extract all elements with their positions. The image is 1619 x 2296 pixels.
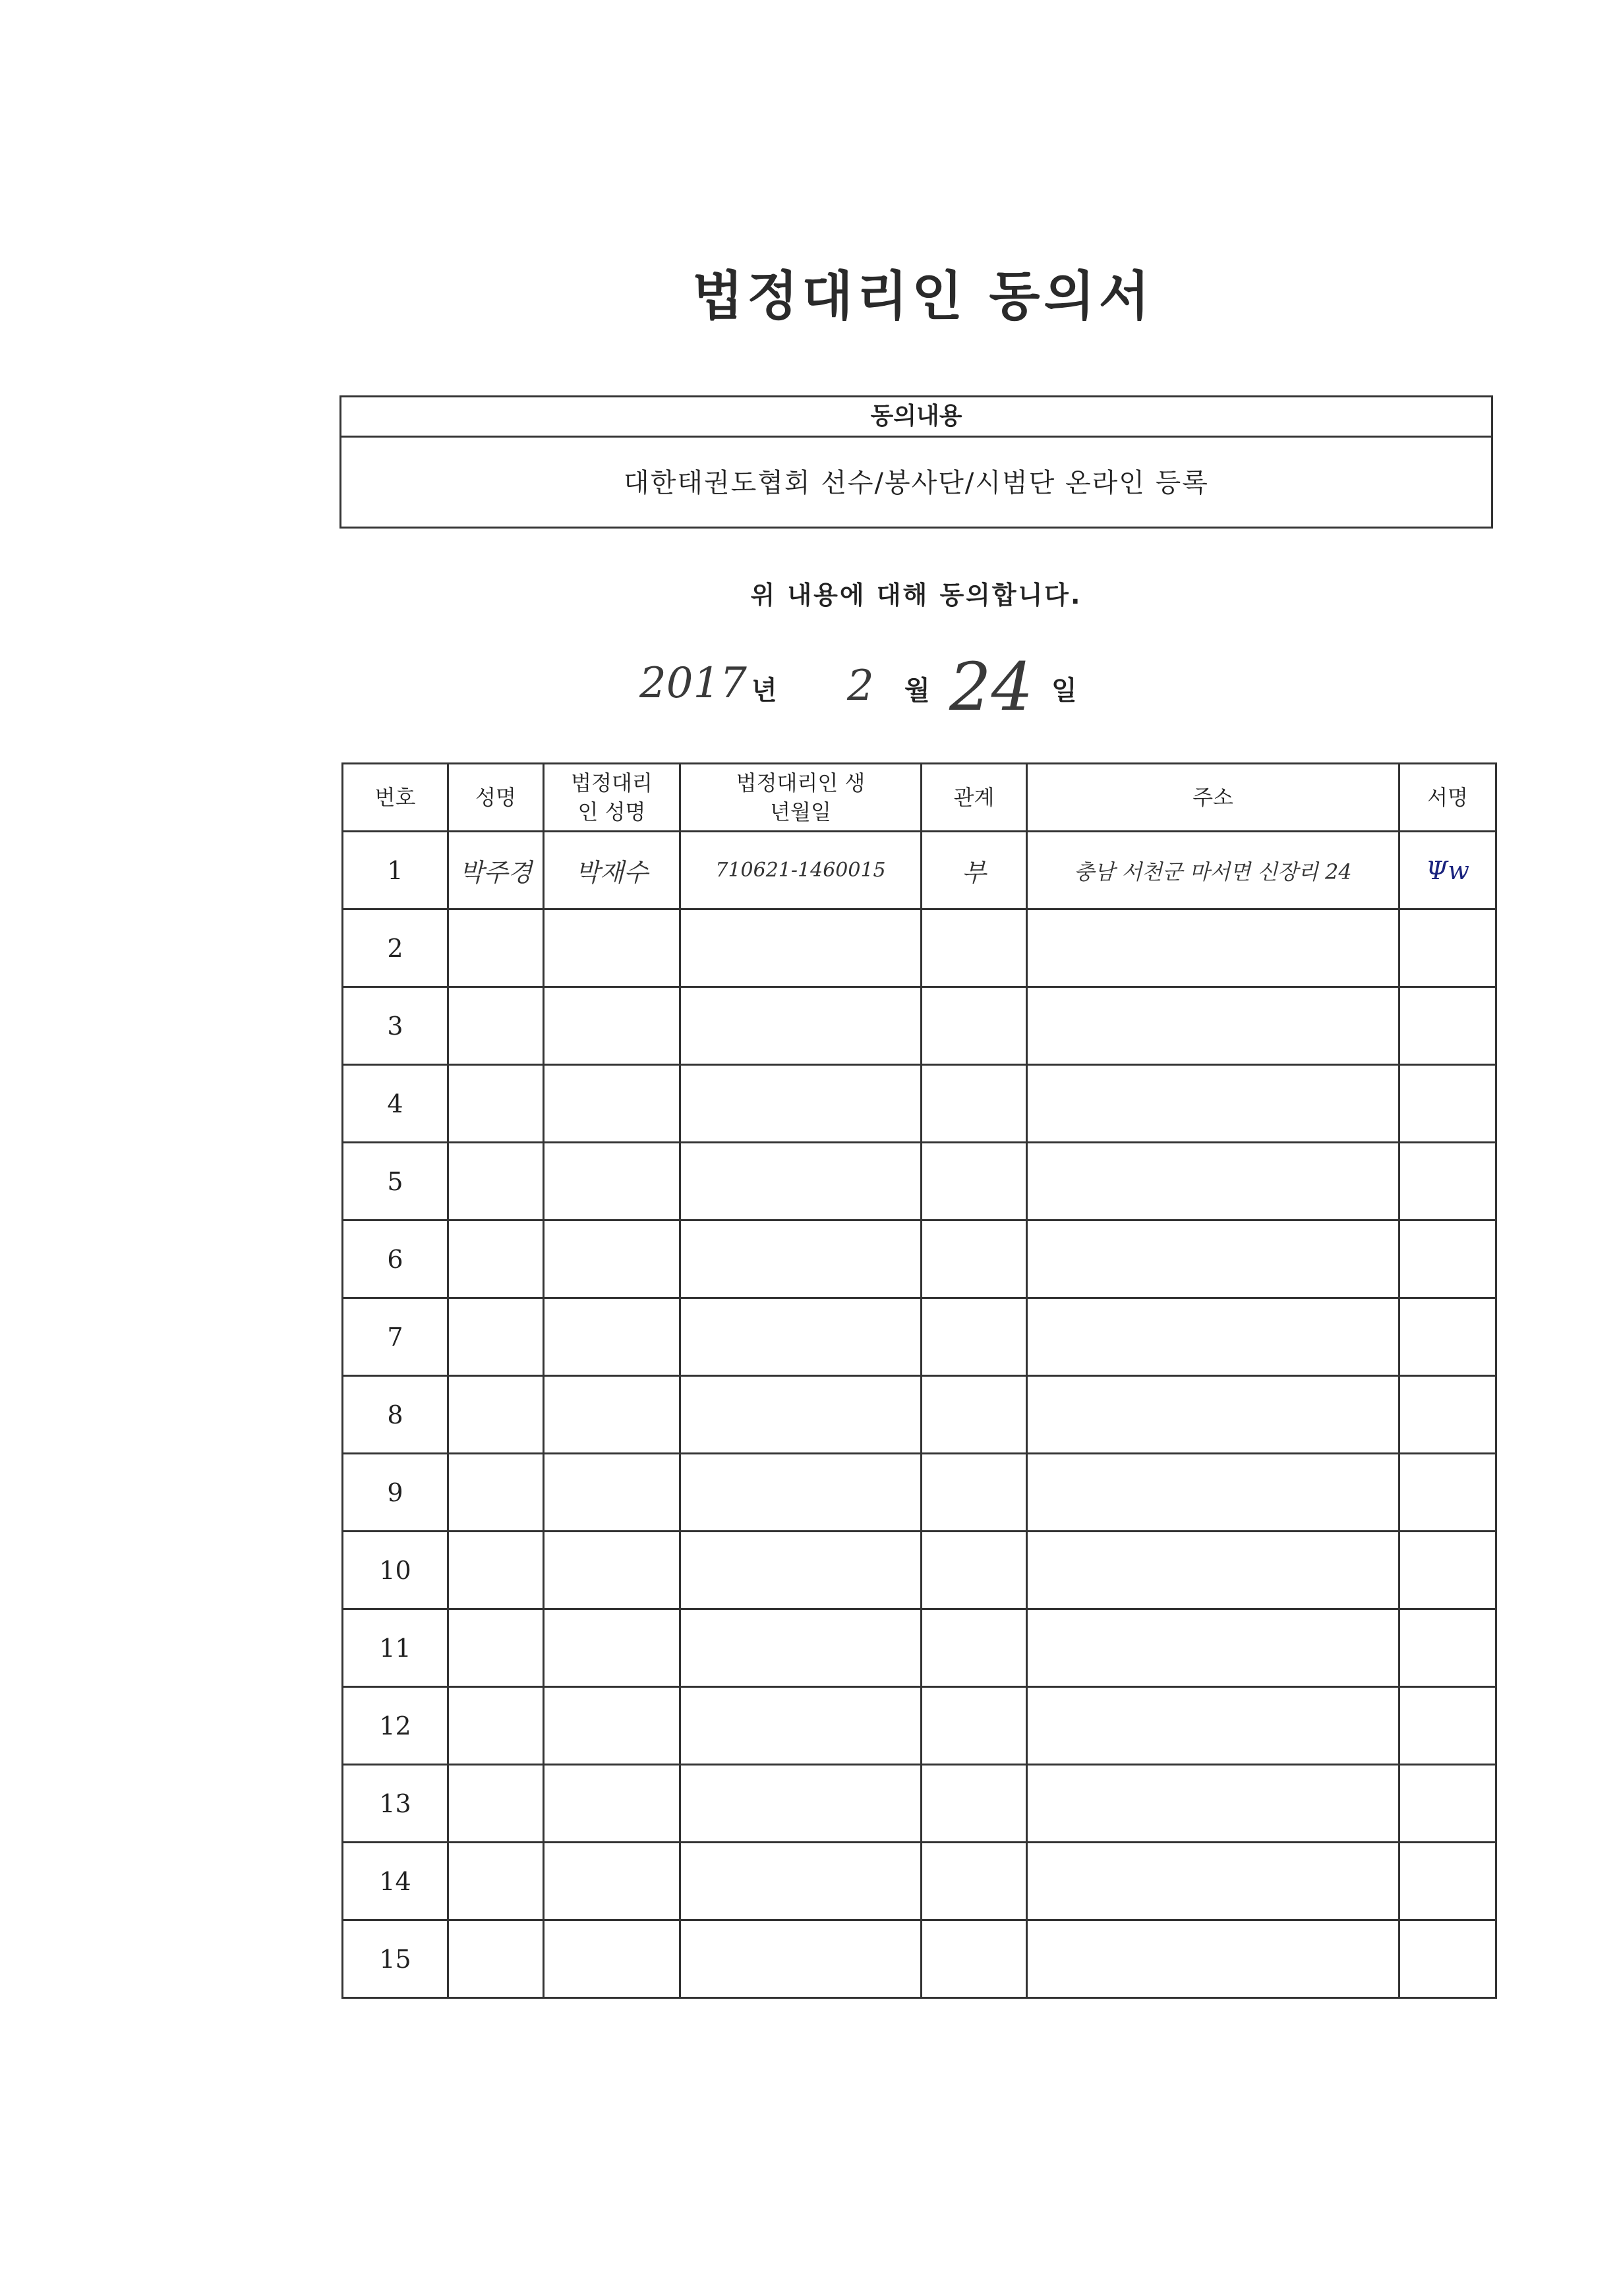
row-relation: [922, 1376, 1027, 1454]
row-guardian-name: [544, 1843, 680, 1920]
date-year-label: 년: [751, 675, 777, 706]
row-signature: [1399, 1298, 1496, 1376]
row-number: 6: [343, 1220, 448, 1298]
row-relation: [922, 1220, 1027, 1298]
row-relation: [922, 1454, 1027, 1532]
table-row: [343, 832, 1496, 909]
row-address: [1027, 1687, 1399, 1765]
row-signature: [1399, 1532, 1496, 1609]
row-relation: [922, 1765, 1027, 1843]
row-number: 13: [343, 1765, 448, 1843]
row-relation: [922, 1920, 1027, 1998]
row-address: [1027, 1220, 1399, 1298]
table-row: [343, 1065, 1496, 1143]
table-row: [343, 1843, 1496, 1920]
row-guardian-name: [544, 909, 680, 987]
row-signature: [1399, 1065, 1496, 1143]
header-number: 번호: [343, 764, 448, 832]
row-address: [1027, 1609, 1399, 1687]
row-number: 2: [343, 909, 448, 987]
date-month-value: 2: [847, 662, 874, 710]
date-year-value: 2017: [639, 659, 747, 708]
agreement-statement: 위 내용에 대해 동의합니다.: [750, 581, 1082, 610]
consent-content: 대한태권도협회 선수/봉사단/시범단 온라인 등록: [624, 468, 1209, 498]
row-address: [1027, 1143, 1399, 1220]
row-name: [448, 1609, 544, 1687]
row-name: [448, 1376, 544, 1454]
table-row: [343, 909, 1496, 987]
row-name: [448, 909, 544, 987]
row-guardian-birth: [680, 1920, 922, 1998]
header-guardian-birth-text: 법정대리인 생년월일: [736, 770, 866, 824]
date-day-value: 24: [949, 648, 1034, 726]
table-row: [343, 1298, 1496, 1376]
row-guardian-name: [544, 1298, 680, 1376]
row-number: 5: [343, 1143, 448, 1220]
date-day-label: 일: [1051, 675, 1077, 706]
row-number: 12: [343, 1687, 448, 1765]
row-relation: [922, 987, 1027, 1065]
header-guardian-birth: [680, 764, 922, 832]
row-number: 11: [343, 1609, 448, 1687]
row-number: 8: [343, 1376, 448, 1454]
row-number: 9: [343, 1454, 448, 1532]
consent-header: 동의내용: [341, 397, 1491, 438]
table-row: [343, 987, 1496, 1065]
row-name: [448, 1298, 544, 1376]
row-guardian-birth: [680, 1143, 922, 1220]
row-guardian-birth: [680, 1765, 922, 1843]
row-name: [448, 1687, 544, 1765]
table-row: [343, 1143, 1496, 1220]
row-guardian-birth: [680, 1065, 922, 1143]
row-address: [1027, 1765, 1399, 1843]
table-row: [343, 1454, 1496, 1532]
row-signature: [1399, 1765, 1496, 1843]
row-number: 4: [343, 1065, 448, 1143]
document-title: 법정대리인 동의서: [692, 266, 1154, 327]
row-relation: [922, 1143, 1027, 1220]
row-guardian-name: 박재수: [544, 832, 680, 909]
date-month-label: 월: [904, 675, 930, 706]
row-address: [1027, 1532, 1399, 1609]
row-guardian-name: [544, 987, 680, 1065]
row-guardian-birth: [680, 1532, 922, 1609]
consent-box: [339, 395, 1493, 529]
row-name: [448, 1143, 544, 1220]
row-number: 1: [343, 832, 448, 909]
row-guardian-birth: [680, 909, 922, 987]
row-address: [1027, 1376, 1399, 1454]
row-relation: [922, 1843, 1027, 1920]
row-guardian-birth: [680, 1298, 922, 1376]
row-guardian-name: [544, 1454, 680, 1532]
row-address: [1027, 1065, 1399, 1143]
row-guardian-name: [544, 1376, 680, 1454]
row-signature: [1399, 1920, 1496, 1998]
header-guardian-name: [544, 764, 680, 832]
row-relation: 부: [922, 832, 1027, 909]
row-guardian-birth: [680, 1220, 922, 1298]
row-address: [1027, 909, 1399, 987]
table-row: [343, 1765, 1496, 1843]
header-relation: 관계: [922, 764, 1027, 832]
row-relation: [922, 1532, 1027, 1609]
row-guardian-name: [544, 1920, 680, 1998]
row-signature: [1399, 1609, 1496, 1687]
row-name: [448, 1532, 544, 1609]
row-guardian-name: [544, 1765, 680, 1843]
header-signature: 서명: [1399, 764, 1496, 832]
header-guardian-name-text: 법정대리인 성명: [571, 770, 653, 824]
row-number: 7: [343, 1298, 448, 1376]
table-row: [343, 1532, 1496, 1609]
row-signature: [1399, 1220, 1496, 1298]
row-guardian-name: [544, 1220, 680, 1298]
row-number: 10: [343, 1532, 448, 1609]
row-signature: [1399, 987, 1496, 1065]
row-name: [448, 987, 544, 1065]
row-relation: [922, 1687, 1027, 1765]
row-guardian-birth: [680, 1376, 922, 1454]
header-name: 성명: [448, 764, 544, 832]
row-guardian-name: [544, 1065, 680, 1143]
row-number: 15: [343, 1920, 448, 1998]
row-signature: [1399, 909, 1496, 987]
date-row: [0, 648, 1619, 738]
table-row: [343, 1920, 1496, 1998]
row-signature: [1399, 1143, 1496, 1220]
guardian-table: [341, 762, 1497, 1999]
row-guardian-birth: [680, 987, 922, 1065]
row-relation: [922, 1065, 1027, 1143]
header-address: 주소: [1027, 764, 1399, 832]
row-guardian-birth: 710621-1460015: [680, 832, 922, 909]
row-number: 14: [343, 1843, 448, 1920]
row-address: [1027, 1454, 1399, 1532]
row-address: [1027, 1298, 1399, 1376]
row-guardian-name: [544, 1687, 680, 1765]
row-guardian-name: [544, 1143, 680, 1220]
row-signature: [1399, 1687, 1496, 1765]
row-number: 3: [343, 987, 448, 1065]
row-guardian-birth: [680, 1843, 922, 1920]
row-address: [1027, 1920, 1399, 1998]
row-name: [448, 1765, 544, 1843]
table-row: [343, 1220, 1496, 1298]
row-name: 박주경: [448, 832, 544, 909]
row-name: [448, 1065, 544, 1143]
row-guardian-birth: [680, 1609, 922, 1687]
row-guardian-name: [544, 1532, 680, 1609]
table-row: [343, 1687, 1496, 1765]
table-row: [343, 1609, 1496, 1687]
row-address: 충남 서천군 마서면 신장리 24: [1027, 832, 1399, 909]
row-relation: [922, 909, 1027, 987]
row-relation: [922, 1609, 1027, 1687]
row-guardian-birth: [680, 1687, 922, 1765]
row-guardian-name: [544, 1609, 680, 1687]
row-signature: [1399, 1376, 1496, 1454]
row-name: [448, 1220, 544, 1298]
row-name: [448, 1920, 544, 1998]
row-name: [448, 1843, 544, 1920]
row-signature: [1399, 1454, 1496, 1532]
row-address: [1027, 987, 1399, 1065]
row-guardian-birth: [680, 1454, 922, 1532]
row-address: [1027, 1843, 1399, 1920]
row-signature: [1399, 1843, 1496, 1920]
table-header-row: [343, 764, 1496, 832]
row-name: [448, 1454, 544, 1532]
table-row: [343, 1376, 1496, 1454]
row-relation: [922, 1298, 1027, 1376]
row-signature: Ψw: [1399, 832, 1496, 909]
